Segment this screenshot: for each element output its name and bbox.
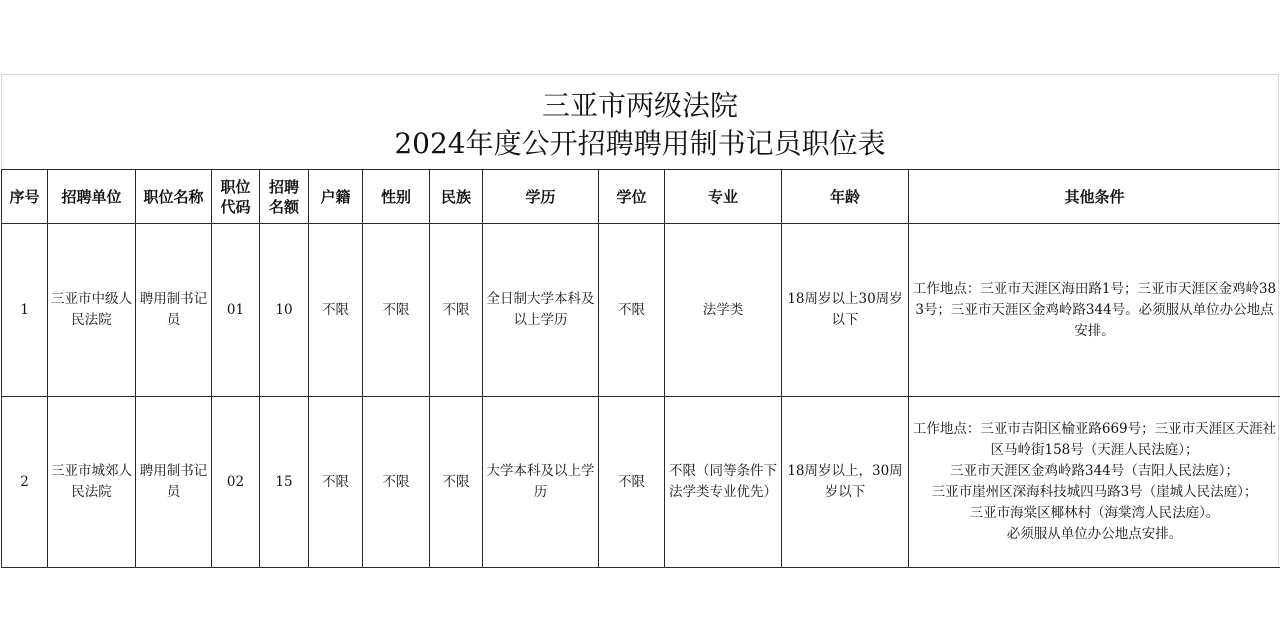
header-age: 年龄 <box>782 170 909 224</box>
cell-age: 18周岁以上，30周岁以下 <box>782 397 909 568</box>
header-quota: 招聘名额 <box>260 170 309 224</box>
cell-position-name: 聘用制书记员 <box>136 397 212 568</box>
cell-age: 18周岁以上30周岁以下 <box>782 224 909 397</box>
positions-table <box>1 169 1280 568</box>
header-unit: 招聘单位 <box>48 170 136 224</box>
cell-ethnicity: 不限 <box>430 224 483 397</box>
cell-quota: 15 <box>260 397 309 568</box>
cell-major: 不限（同等条件下法学类专业优先） <box>665 397 782 568</box>
cell-ethnicity: 不限 <box>430 397 483 568</box>
header-education: 学历 <box>483 170 599 224</box>
header-ethnicity: 民族 <box>430 170 483 224</box>
header-household: 户籍 <box>309 170 363 224</box>
cell-unit: 三亚市城郊人民法院 <box>48 397 136 568</box>
header-major: 专业 <box>665 170 782 224</box>
title-block <box>2 75 1278 170</box>
cell-degree: 不限 <box>599 397 665 568</box>
header-degree: 学位 <box>599 170 665 224</box>
recruitment-sheet <box>1 74 1279 566</box>
header-row <box>2 170 1280 224</box>
cell-other-conditions: 工作地点：三亚市吉阳区榆亚路669号；三亚市天涯区天涯社区马岭街158号（天涯人民法庭）； 三亚市天涯区金鸡岭路344号（吉阳人民法庭）； 三亚市崖州区深海科技城四马路3号（崖城人民法庭）； 三亚市海棠区椰林村（海棠湾人民法庭）。 必须服从单位办公地点安排。 <box>909 397 1280 568</box>
header-position-name: 职位名称 <box>136 170 212 224</box>
header-index: 序号 <box>2 170 48 224</box>
title-line-2: 2024年度公开招聘聘用制书记员职位表 <box>394 127 886 160</box>
cell-quota: 10 <box>260 224 309 397</box>
cell-education: 全日制大学本科及以上学历 <box>483 224 599 397</box>
table-row <box>2 397 1280 568</box>
header-gender: 性别 <box>363 170 430 224</box>
title-line-1: 三亚市两级法院 <box>541 89 738 122</box>
cell-education: 大学本科及以上学历 <box>483 397 599 568</box>
cell-degree: 不限 <box>599 224 665 397</box>
table-row <box>2 224 1280 397</box>
cell-unit: 三亚市中级人民法院 <box>48 224 136 397</box>
cell-position-name: 聘用制书记员 <box>136 224 212 397</box>
cell-index: 2 <box>2 397 48 568</box>
header-position-code: 职位代码 <box>212 170 260 224</box>
cell-position-code: 01 <box>212 224 260 397</box>
cell-position-code: 02 <box>212 397 260 568</box>
cell-major: 法学类 <box>665 224 782 397</box>
cell-other-conditions: 工作地点：三亚市天涯区海田路1号；三亚市天涯区金鸡岭383号；三亚市天涯区金鸡岭路344号。必须服从单位办公地点安排。 <box>909 224 1280 397</box>
cell-index: 1 <box>2 224 48 397</box>
cell-gender: 不限 <box>363 224 430 397</box>
header-other-conditions: 其他条件 <box>909 170 1280 224</box>
cell-household: 不限 <box>309 224 363 397</box>
cell-household: 不限 <box>309 397 363 568</box>
cell-gender: 不限 <box>363 397 430 568</box>
